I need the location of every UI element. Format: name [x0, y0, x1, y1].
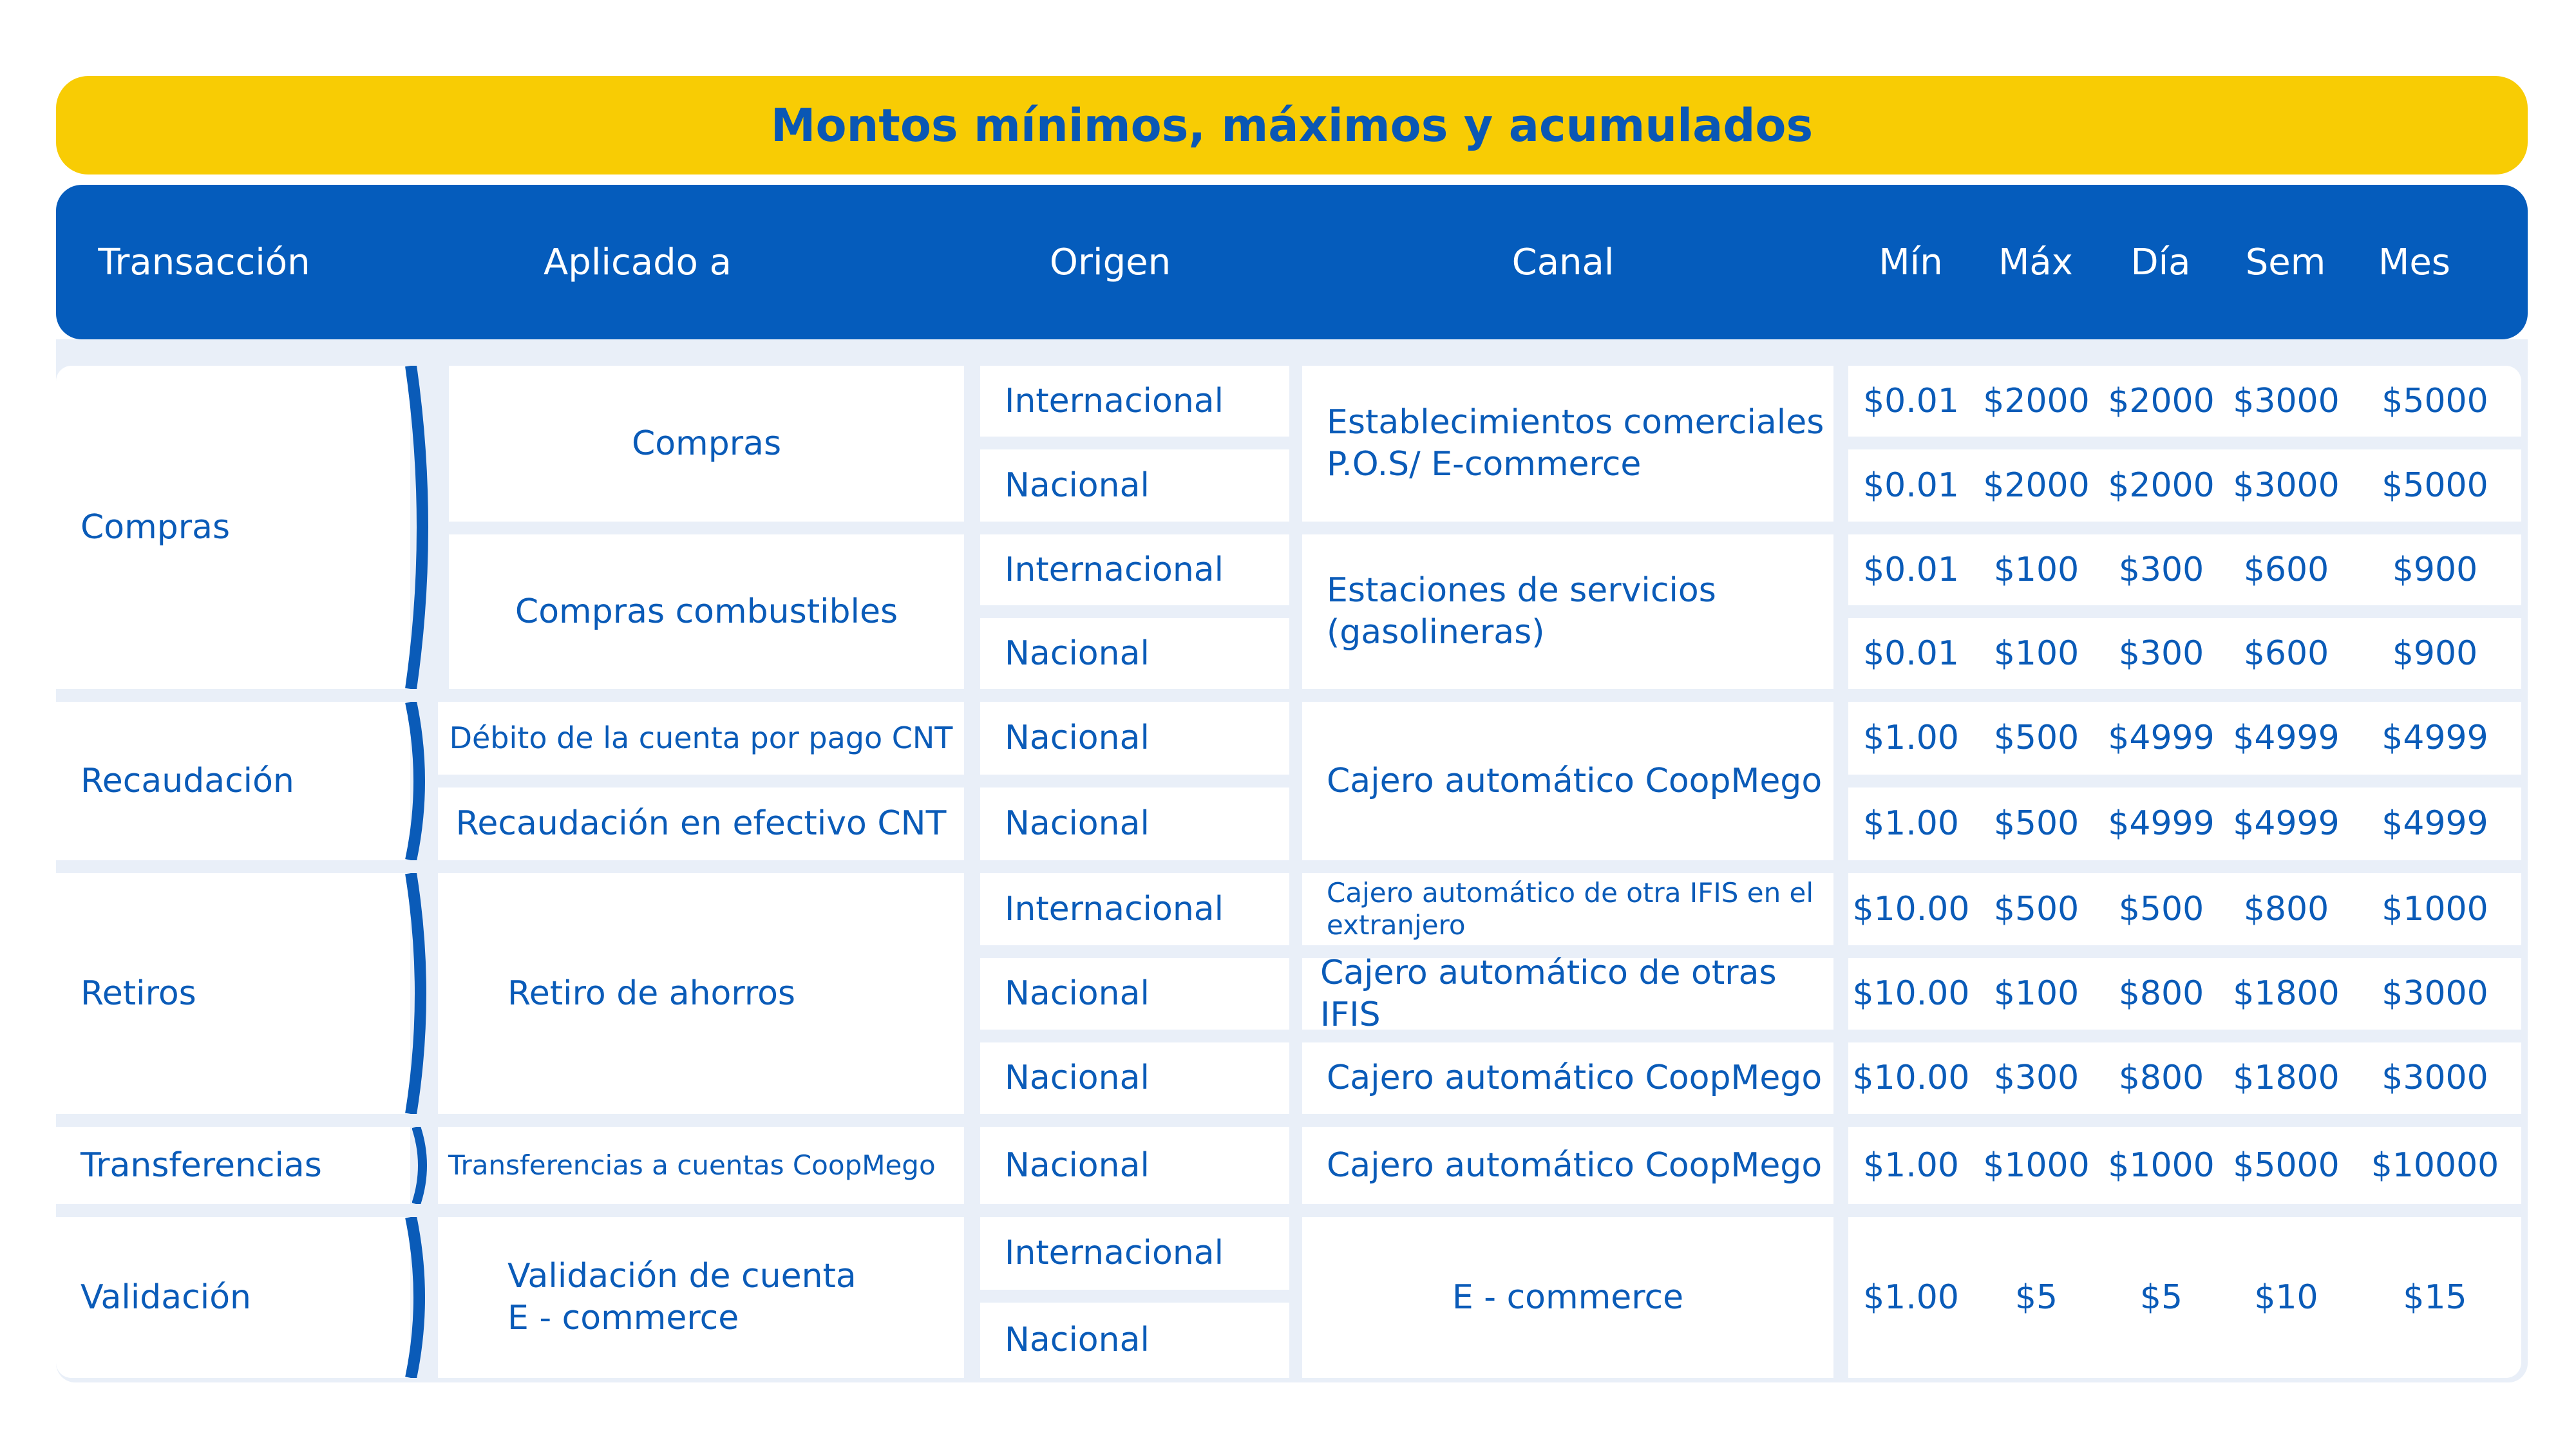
value-max-row-4: $100	[1993, 634, 2079, 673]
table-title: Montos mínimos, máximos y acumulados	[770, 99, 1814, 152]
value-dia-row-9: $800	[2118, 1059, 2204, 1097]
group-compras: Compras	[56, 366, 410, 689]
value-dia-row-10: $1000	[2108, 1146, 2215, 1185]
group-recaudacion: Recaudación	[56, 702, 410, 860]
value-sem-validacion: $10	[2254, 1278, 2318, 1317]
origen-row-1: Internacional	[980, 366, 1289, 437]
canal-cajero-coop-transfer: Cajero automático CoopMego	[1302, 1127, 1833, 1204]
value-mes-row-6: $4999	[2382, 804, 2488, 843]
value-mes-row-5: $4999	[2382, 719, 2488, 757]
value-max-row-7: $500	[1993, 889, 2079, 929]
value-dia-row-3: $300	[2118, 550, 2204, 589]
aplicado-combustibles: Compras combustibles	[449, 534, 964, 689]
origen-validacion-2: Nacional	[980, 1303, 1289, 1378]
canal-cajero-coop-recaudacion: Cajero automático CoopMego	[1302, 702, 1833, 860]
header-sem: Sem	[2245, 241, 2326, 283]
value-sem-row-7: $800	[2243, 889, 2329, 929]
value-min-row-6: $1.00	[1863, 804, 1959, 843]
value-max-row-8: $100	[1993, 974, 2079, 1013]
value-min-row-1: $0.01	[1863, 381, 1959, 420]
header-min: Mín	[1879, 241, 1943, 283]
value-max-row-6: $500	[1993, 804, 2079, 843]
canal-estaciones	[1302, 534, 1833, 689]
value-sem-row-8: $1800	[2233, 974, 2340, 1013]
bracket-transferencias	[412, 1127, 438, 1204]
origen-row-6: Nacional	[980, 787, 1289, 860]
origen-row-2: Nacional	[980, 449, 1289, 522]
value-sem-row-9: $1800	[2233, 1059, 2340, 1097]
bracket-retiros	[404, 873, 443, 1114]
value-sem-row-2: $3000	[2233, 466, 2340, 505]
canal-estaciones-line1: Estaciones de servicios	[1327, 571, 1716, 610]
header-aplicado: Aplicado a	[543, 241, 732, 283]
aplicado-compras: Compras	[449, 366, 964, 522]
header-origen: Origen	[1049, 241, 1171, 283]
canal-ecommerce: E - commerce	[1302, 1217, 1833, 1378]
aplicado-efectivo-cnt: Recaudación en efectivo CNT	[438, 787, 964, 860]
value-max-validacion: $5	[2014, 1278, 2058, 1317]
value-dia-row-8: $800	[2118, 974, 2204, 1013]
value-max-row-10: $1000	[1983, 1146, 2090, 1185]
value-mes-validacion: $15	[2403, 1278, 2467, 1317]
origen-row-4: Nacional	[980, 618, 1289, 689]
aplicado-debito-cnt: Débito de la cuenta por pago CNT	[438, 702, 964, 775]
bracket-recaudacion	[404, 702, 443, 860]
value-sem-row-1: $3000	[2233, 381, 2340, 420]
value-sem-row-6: $4999	[2233, 804, 2340, 843]
value-min-row-3: $0.01	[1863, 550, 1959, 589]
aplicado-validacion	[438, 1217, 964, 1378]
value-min-row-8: $10.00	[1852, 974, 1970, 1013]
value-dia-row-1: $2000	[2108, 381, 2215, 420]
value-sem-row-5: $4999	[2233, 719, 2340, 757]
canal-cajero-otra-ifis-line2: extranjero	[1327, 909, 1466, 941]
value-max-row-2: $2000	[1983, 466, 2090, 505]
bracket-validacion	[404, 1217, 443, 1378]
table-header	[56, 185, 2528, 339]
value-mes-row-4: $900	[2392, 634, 2478, 673]
value-dia-row-4: $300	[2118, 634, 2204, 673]
origen-validacion-1: Internacional	[980, 1217, 1289, 1290]
canal-cajero-otra-ifis-line1: Cajero automático de otra IFIS en el	[1327, 876, 1814, 909]
value-sem-row-4: $600	[2243, 634, 2329, 673]
value-mes-row-2: $5000	[2382, 466, 2488, 505]
aplicado-validacion-line2: E - commerce	[507, 1299, 739, 1337]
canal-establecimientos-line2: P.O.S/ E-commerce	[1327, 445, 1642, 484]
value-dia-row-6: $4999	[2108, 804, 2215, 843]
value-dia-row-2: $2000	[2108, 466, 2215, 505]
value-max-row-1: $2000	[1983, 381, 2090, 420]
value-sem-row-3: $600	[2243, 550, 2329, 589]
value-mes-row-8: $3000	[2382, 974, 2488, 1013]
value-mes-row-10: $10000	[2371, 1146, 2499, 1185]
value-dia-row-5: $4999	[2108, 719, 2215, 757]
aplicado-validacion-line1: Validación de cuenta	[507, 1257, 857, 1296]
origen-row-3: Internacional	[980, 534, 1289, 605]
canal-estaciones-line2: (gasolineras)	[1327, 613, 1545, 652]
origen-row-10: Nacional	[980, 1127, 1289, 1204]
value-mes-row-3: $900	[2392, 550, 2478, 589]
group-validacion: Validación	[56, 1217, 410, 1378]
value-min-row-9: $10.00	[1852, 1059, 1970, 1097]
canal-cajero-otras-ifis: Cajero automático de otras IFIS	[1302, 958, 1833, 1030]
origen-row-5: Nacional	[980, 702, 1289, 775]
value-min-row-10: $1.00	[1863, 1146, 1959, 1185]
origen-row-8: Nacional	[980, 958, 1289, 1030]
header-dia: Día	[2130, 241, 2191, 283]
value-min-row-7: $10.00	[1852, 889, 1970, 929]
value-min-row-4: $0.01	[1863, 634, 1959, 673]
value-mes-row-1: $5000	[2382, 381, 2488, 420]
header-max: Máx	[1998, 241, 2073, 283]
header-canal: Canal	[1511, 241, 1615, 283]
origen-row-9: Nacional	[980, 1042, 1289, 1114]
header-mes: Mes	[2378, 241, 2450, 283]
group-retiros: Retiros	[56, 873, 410, 1114]
canal-cajero-otra-ifis	[1302, 873, 1833, 945]
value-max-row-9: $300	[1993, 1059, 2079, 1097]
value-dia-row-7: $500	[2118, 889, 2204, 929]
header-transaccion: Transacción	[98, 241, 310, 283]
canal-establecimientos	[1302, 366, 1833, 522]
value-min-row-5: $1.00	[1863, 719, 1959, 757]
value-sem-row-10: $5000	[2233, 1146, 2340, 1185]
canal-establecimientos-line1: Establecimientos comerciales	[1327, 403, 1824, 442]
value-mes-row-7: $1000	[2382, 889, 2488, 929]
value-mes-row-9: $3000	[2382, 1059, 2488, 1097]
canal-cajero-coop-retiro: Cajero automático CoopMego	[1302, 1042, 1833, 1114]
value-min-validacion: $1.00	[1863, 1278, 1959, 1317]
origen-row-7: Internacional	[980, 873, 1289, 945]
group-transferencias: Transferencias	[56, 1127, 410, 1204]
bracket-compras	[404, 366, 443, 689]
value-max-row-3: $100	[1993, 550, 2079, 589]
value-min-row-2: $0.01	[1863, 466, 1959, 505]
value-dia-validacion: $5	[2139, 1278, 2183, 1317]
aplicado-transferencias: Transferencias a cuentas CoopMego	[438, 1127, 964, 1204]
value-max-row-5: $500	[1993, 719, 2079, 757]
table-title-bar	[56, 76, 2528, 174]
aplicado-retiro-ahorros: Retiro de ahorros	[438, 873, 964, 1114]
